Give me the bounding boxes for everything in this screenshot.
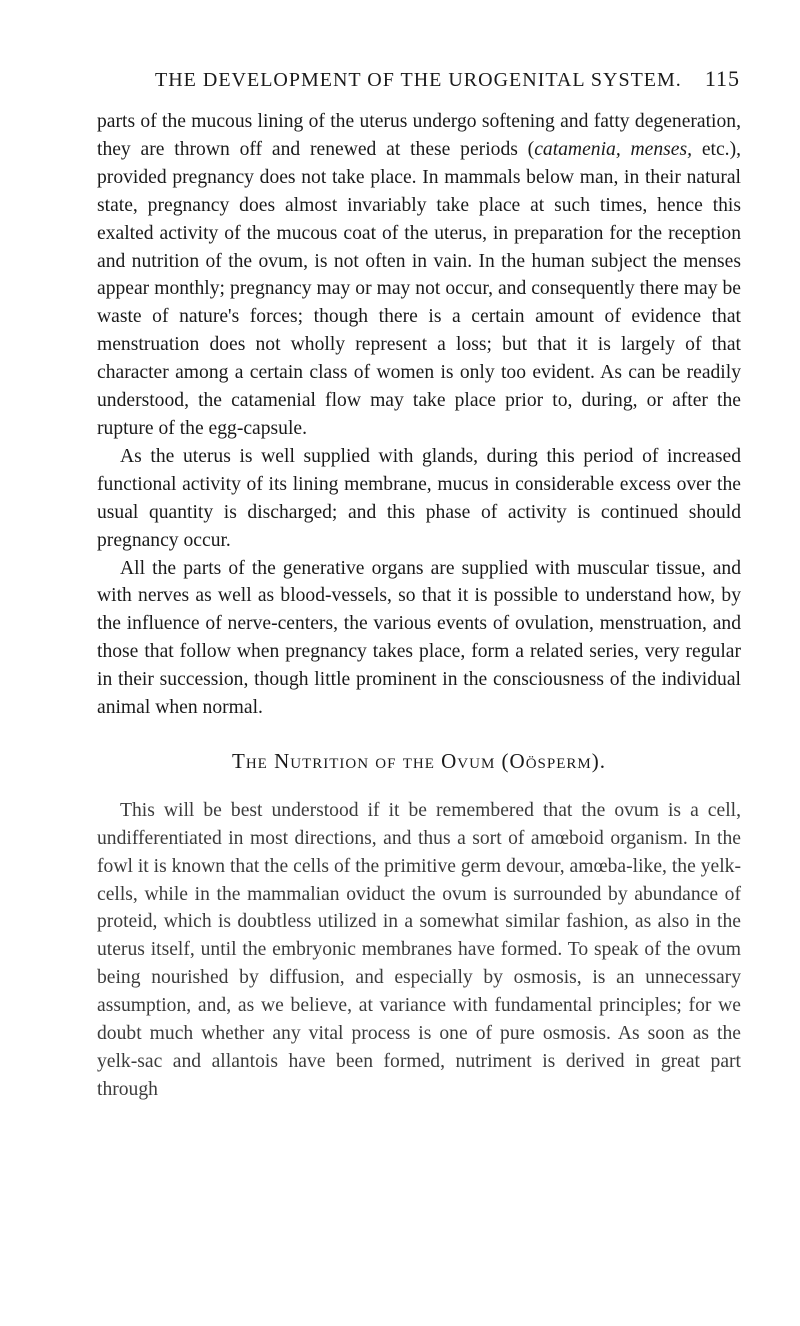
running-head [120,66,740,92]
text-run: As the uterus is well supplied with glands, during this period of increased functional activity of its lining membrane, mucus in considerable excess over the usual quantity is discharged; and this phase of activity is continued should pregnancy occur. [97,445,741,551]
text-run: etc.), provided pregnancy does not take place. In mammals below man, in their natural state, pregnancy does almost invariably take place at such times, hence this exalted activity of the mucous coat of the uterus, in preparation for the reception and nutrition of the ovum, is not often in vain. In the human subject the menses appear monthly; pregnancy may or may not occur, and consequently there may be waste of nature's forces; though there is a certain amount of evidence that menstruation does not wholly represent a loss; but that it is largely of that character among a certain class of women is only too evident. As can be readily understood, the catamenial flow may take place prior to, during, or after the rupture of the egg-capsule. [97,138,742,439]
running-head-title: THE DEVELOPMENT OF THE UROGENITAL SYSTEM. [155,69,682,91]
text-run: This will be best understood if it be remembered that the ovum is a cell, undifferentiated in most directions, and thus a sort of amœboid organism. In the fowl it is known that the cells of the primitive germ devour, amœba-like, the yelk-cells, while in the mammalian oviduct the ovum is surrounded by abundance of proteid, which is doubtless utilized in a somewhat similar fashion, as also in the uterus itself, until the embryonic membranes have formed. To speak of the ovum being nourished by diffusion, and especially by osmosis, is an unnecessary assumption, and, as we believe, at variance with fundamental principles; for we doubt much whether any vital process is one of pure osmosis. As soon as the yelk-sac and allantois have been formed, nutriment is derived in great part through [97,799,741,1100]
paragraph [97,443,741,555]
italic-term: catamenia, menses, [534,138,693,160]
paragraphs-before-heading [97,108,741,722]
text-run: All the parts of the generative organs are supplied with muscular tissue, and with nerves as well as blood-vessels, so that it is possible to understand how, by the influence of nerve-centers, the various events of ovulation, menstruation, and those that follow when pregnancy takes place, form a related series, very regular in their succession, though little prominent in the consciousness of the individual animal when normal. [97,557,741,719]
paragraph [97,797,741,1104]
body-text [97,108,741,1104]
paragraphs-after-heading [97,797,741,1104]
page-number: 115 [704,66,740,91]
section-heading: The Nutrition of the Ovum (Oösperm). [232,748,606,773]
paragraph [97,555,741,722]
text-run: parts of the mucous lining of the uterus undergo softening and fatty degeneration, they are thrown off and renewed at these periods ( [97,111,741,160]
paragraph [97,108,741,443]
